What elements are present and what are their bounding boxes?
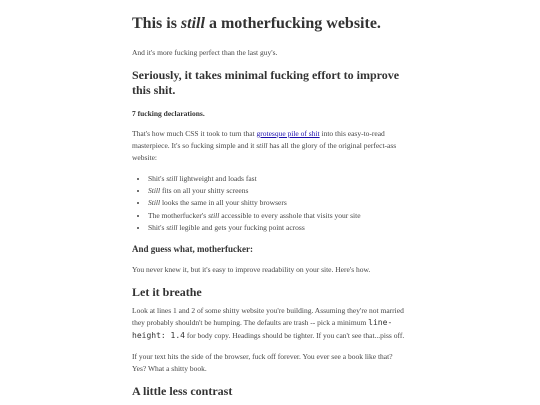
list-item — [148, 197, 408, 209]
browser-edge-paragraph: If your text hits the side of the browser, fuck off forever. You ever see a book like that? Yes? What a shitty book. — [132, 352, 393, 374]
list-item-after: looks the same in all your shitty browsers — [160, 198, 287, 208]
list-item-emphasis: still — [166, 173, 178, 183]
list-item-emphasis: Still — [148, 198, 161, 208]
subtitle-paragraph: And it's more fucking perfect than the last guy's. — [132, 47, 278, 57]
list-item-after: lightweight and loads fast — [177, 173, 257, 183]
list-item — [148, 173, 408, 185]
heading-guess-what: And guess what, motherfucker: — [132, 243, 253, 254]
intro-paragraph — [132, 128, 408, 164]
page-title — [132, 14, 408, 35]
list-item — [148, 222, 408, 234]
list-item-before: Shit's — [148, 223, 167, 233]
list-item-after: accessible to every asshole that visits your site — [219, 210, 361, 220]
intro-text-after-link: into this easy-to-read masterpiece. It's so fucking simple and it — [132, 128, 385, 150]
list-item-emphasis: still — [166, 223, 178, 233]
page-title-emphasis: still — [180, 15, 205, 32]
intro-text-end: has all the glory of the original perfect-ass website: — [132, 140, 397, 162]
breathe-paragraph — [132, 305, 408, 343]
page-title-after: a motherfucking website. — [204, 15, 381, 32]
grotesque-pile-link[interactable]: grotesque pile of shit — [256, 128, 320, 138]
breathe-text-after-code: for body copy. Headings should be tighter. If you can't see that...piss off. — [184, 330, 405, 340]
list-item-before: Shit's — [148, 173, 167, 183]
line-height-code: line-height: 1.4 — [132, 317, 393, 340]
page-title-before: This is — [132, 15, 181, 32]
heading-effort: Seriously, it takes minimal fucking effort to improve this shit. — [132, 67, 400, 98]
list-item — [148, 185, 408, 197]
list-item — [148, 210, 408, 222]
article — [132, 0, 408, 400]
list-item-after: fits on all your shitty screens — [160, 186, 249, 196]
list-item-after: legible and gets your fucking point across — [177, 223, 305, 233]
heading-less-contrast: A little less contrast — [132, 384, 233, 399]
list-item-emphasis: Still — [148, 186, 161, 196]
readability-paragraph: You never knew it, but it's easy to improve readability on your site. Here's how. — [132, 265, 371, 275]
breathe-text-before-code: Look at lines 1 and 2 of some shitty website you're building. Assuming they're not married they probably shouldn't be humping. The defaults are trash -- pick a minimum — [132, 305, 404, 327]
heading-declarations: 7 fucking declarations. — [132, 108, 205, 118]
list-item-emphasis: still — [208, 210, 220, 220]
intro-text-before-link: That's how much CSS it took to turn that — [132, 128, 257, 138]
feature-list — [132, 173, 408, 235]
intro-text-emphasis: still — [256, 140, 268, 150]
list-item-before: The motherfucker's — [148, 210, 209, 220]
heading-let-it-breathe: Let it breathe — [132, 285, 202, 300]
